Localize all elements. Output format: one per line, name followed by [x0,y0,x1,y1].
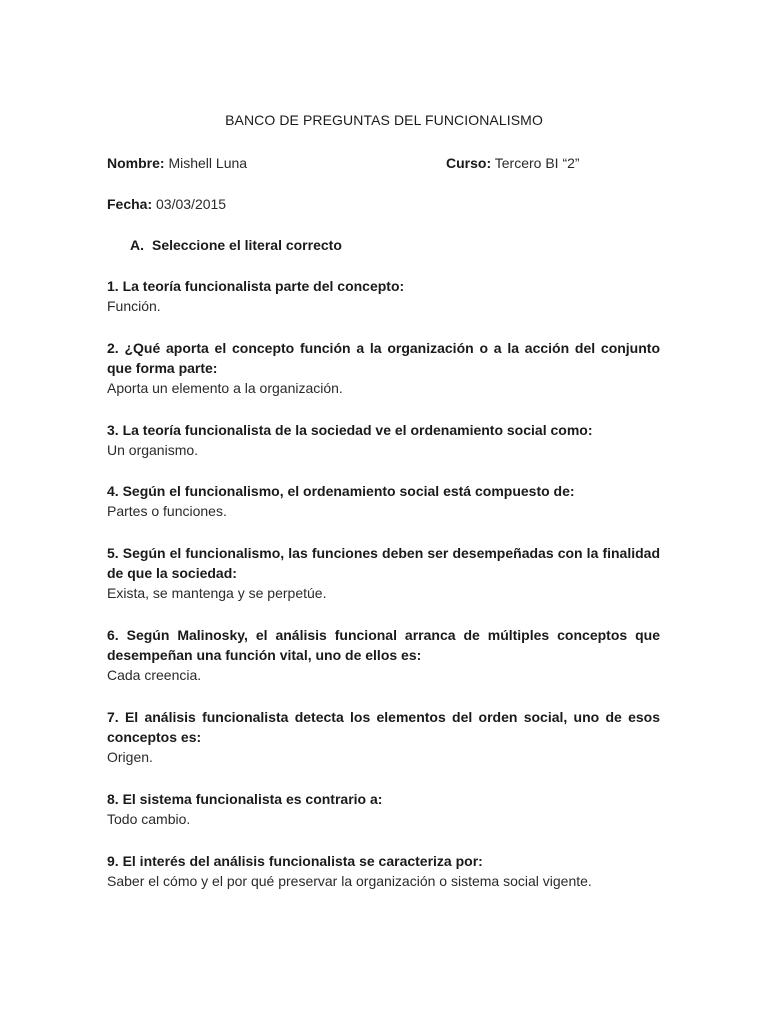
question-text: 6. Según Malinosky, el análisis funcional arranca de múltiples conceptos que desempeñan una función vital, uno de ellos es: [107,627,660,663]
question-block [107,338,660,398]
nombre-value: Mishell Luna [168,155,248,171]
answer-text: Función. [107,298,161,314]
question-text: 2. ¿Qué aporta el concepto función a la organización o a la acción del conjunto que forma parte: [107,340,660,376]
question-block [107,420,660,460]
question-block [107,625,660,685]
curso-value: Tercero BI “2” [494,155,580,171]
nombre-label: Nombre: [107,155,165,171]
section-heading [130,235,342,255]
document-title: BANCO DE PREGUNTAS DEL FUNCIONALISMO [225,112,543,128]
question-block [107,543,660,603]
question-text: 3. La teoría funcionalista de la sociedad ve el ordenamiento social como: [107,422,593,438]
question-text: 1. La teoría funcionalista parte del concepto: [107,278,405,294]
section-title: Seleccione el literal correcto [152,237,342,253]
question-text: 9. El interés del análisis funcionalista se caracteriza por: [107,853,483,869]
question-text: 7. El análisis funcionalista detecta los elementos del orden social, uno de esos conceptos es: [107,709,660,745]
answer-text: Partes o funciones. [107,503,227,519]
question-block [107,481,660,521]
nombre-row [107,153,247,173]
question-block [107,707,660,767]
fecha-row [107,194,226,214]
answer-text: Aporta un elemento a la organización. [107,380,343,396]
answer-text: Un organismo. [107,442,199,458]
answer-text: Saber el cómo y el por qué preservar la organización o sistema social vigente. [107,873,592,889]
answer-text: Exista, se mantenga y se perpetúe. [107,585,327,601]
question-text: 5. Según el funcionalismo, las funciones deben ser desempeñadas con la finalidad de que la sociedad: [107,545,660,581]
fecha-label: Fecha: [107,196,153,212]
question-block [107,851,660,891]
fecha-value: 03/03/2015 [156,196,227,212]
question-block [107,276,660,316]
curso-row [446,153,580,173]
answer-text: Todo cambio. [107,811,191,827]
curso-label: Curso: [446,155,492,171]
question-block [107,789,660,829]
answer-text: Origen. [107,749,153,765]
answer-text: Cada creencia. [107,667,202,683]
section-letter: A. [130,237,144,253]
question-text: 4. Según el funcionalismo, el ordenamiento social está compuesto de: [107,483,575,499]
question-text: 8. El sistema funcionalista es contrario a: [107,791,383,807]
